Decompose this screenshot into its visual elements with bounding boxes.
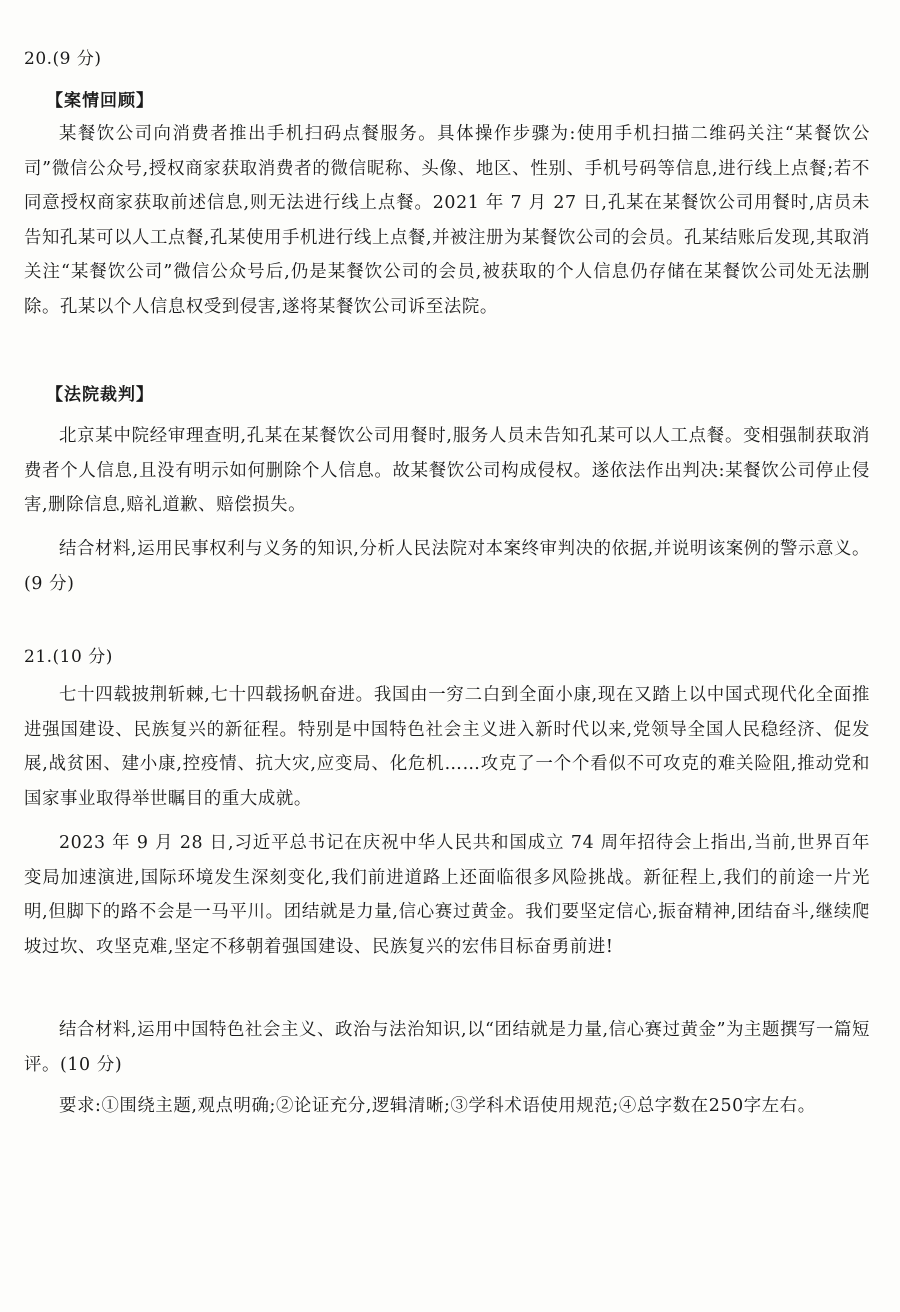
case-review-heading: 【案情回顾】 — [46, 91, 154, 111]
case-review-text: 某餐饮公司向消费者推出手机扫码点餐服务。具体操作步骤为:使用手机扫描二维码关注“某餐饮公司”微信公众号,授权商家获取消费者的微信昵称、头像、地区、性别、手机号码等信息,进行线上点餐;若不同意授权商家获取前述信息,则无法进行线上点餐。2021 年 7 月 27 日,孔某在某餐饮公司用餐时,店员未告知孔某可以人工点餐,孔某使用手机进行线上点餐,并被注册为某餐饮公司的会员。孔某结账后发现,其取消关注“某餐饮公司”微信公众号后,仍是某餐饮公司的会员,被获取的个人信息仍存储在某餐饮公司处无法删除。孔某以个人信息权受到侵害,遂将某餐饮公司诉至法院。 — [24, 124, 870, 317]
court-ruling-heading: 【法院裁判】 — [46, 385, 154, 405]
question-21-material-1: 七十四载披荆斩棘,七十四载扬帆奋进。我国由一穷二白到全面小康,现在又踏上以中国式现代化全面推进强国建设、民族复兴的新征程。特别是中国特色社会主义进入新时代以来,党领导全国人民稳经济、促发展,战贫困、建小康,控疫情、抗大灾,应变局、化危机……攻克了一个个看似不可攻克的难关险阻,推动党和国家事业取得举世瞩目的重大成就。 — [24, 685, 870, 809]
court-ruling-text: 北京某中院经审理查明,孔某在某餐饮公司用餐时,服务人员未告知孔某可以人工点餐。变相强制获取消费者个人信息,且没有明示如何删除个人信息。故某餐饮公司构成侵权。遂依法作出判决:某餐饮公司停止侵害,删除信息,赔礼道歉、赔偿损失。 — [24, 426, 870, 515]
question-20-number: 20.(9 分) — [24, 49, 102, 69]
question-21-number: 21.(10 分) — [24, 647, 113, 667]
question-21-prompt: 结合材料,运用中国特色社会主义、政治与法治知识,以“团结就是力量,信心赛过黄金”为主题撰写一篇短评。(10 分) — [24, 1020, 870, 1075]
question-20-prompt: 结合材料,运用民事权利与义务的知识,分析人民法院对本案终审判决的依据,并说明该案例的警示意义。(9 分) — [24, 539, 870, 594]
question-21-material-2: 2023 年 9 月 28 日,习近平总书记在庆祝中华人民共和国成立 74 周年招待会上指出,当前,世界百年变局加速演进,国际环境发生深刻变化,我们前进道路上还面临很多风险挑战。新征程上,我们的前途一片光明,但脚下的路不会是一马平川。团结就是力量,信心赛过黄金。我们要坚定信心,振奋精神,团结奋斗,继续爬坡过坎、攻坚克难,坚定不移朝着强国建设、民族复兴的宏伟目标奋勇前进! — [24, 833, 870, 957]
question-21-requirements: 要求:①围绕主题,观点明确;②论证充分,逻辑清晰;③学科术语使用规范;④总字数在250字左右。 — [59, 1096, 816, 1116]
